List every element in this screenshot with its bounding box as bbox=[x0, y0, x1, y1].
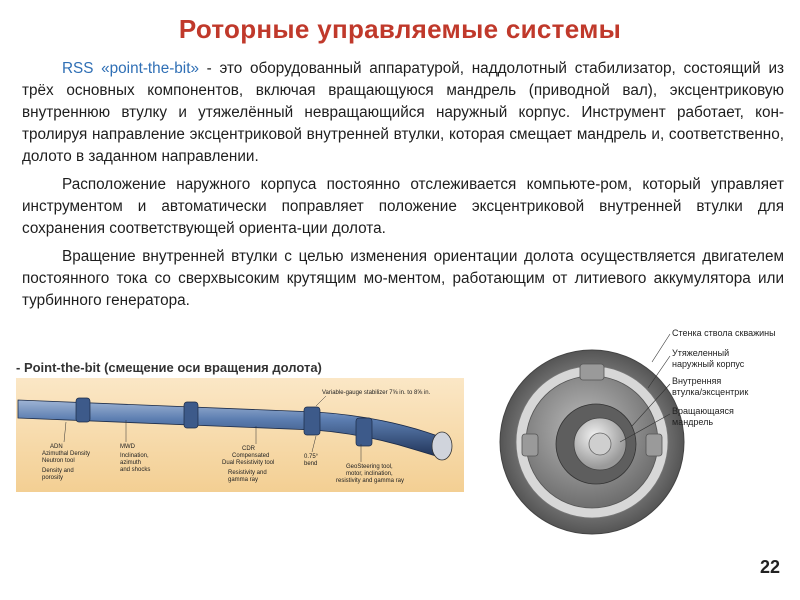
rss-term: RSS «point-the-bit» bbox=[62, 60, 199, 77]
label-cdr-2: Dual Resistivity tool bbox=[222, 460, 275, 466]
label-mwd-3: and shocks bbox=[120, 467, 151, 473]
label-sleeve-1: Внутренняя bbox=[672, 376, 722, 386]
label-mwd: MWD bbox=[120, 444, 135, 450]
label-wall: Стенка ствола скважины bbox=[672, 328, 776, 338]
label-bend: 0.75° bbox=[304, 454, 319, 460]
label-housing-1: Утяжеленный bbox=[672, 348, 730, 358]
drill-bit bbox=[432, 432, 452, 460]
label-cdr-4: gamma ray bbox=[228, 477, 259, 483]
label-mandrel-2: мандрель bbox=[672, 417, 714, 427]
label-cdr: CDR bbox=[242, 446, 255, 452]
label-bend-sub: bend bbox=[304, 461, 318, 467]
figure-left-title: - Point-the-bit (смещение оси вращения долота) bbox=[16, 360, 322, 375]
paragraph-2: Расположение наружного корпуса постоянно отслеживается компьюте-ром, который управляет инструментом и автоматически поправляет положение эксцентриковой внутренней втулки для сохранения соответствующей ориента-ции долота. bbox=[22, 176, 784, 237]
label-geo-2: resistivity and gamma ray bbox=[336, 478, 405, 484]
label-adn-3: Density and bbox=[42, 468, 74, 474]
label-adn-1: Azimuthal Density bbox=[42, 451, 91, 457]
point-the-bit-figure bbox=[16, 360, 464, 492]
paragraph-1 bbox=[22, 58, 784, 168]
cross-section-figure bbox=[492, 322, 792, 572]
label-mwd-1: Inclination, bbox=[120, 453, 149, 459]
stabilizer-blade bbox=[184, 402, 198, 428]
housing-pad bbox=[522, 434, 538, 456]
housing-pad bbox=[646, 434, 662, 456]
label-cdr-3: Resistivity and bbox=[228, 470, 267, 476]
mandrel-bore bbox=[589, 433, 611, 455]
label-mandrel-1: Вращающаяся bbox=[672, 406, 734, 416]
page-title: Роторные управляемые системы bbox=[178, 14, 622, 44]
stabilizer-blade bbox=[76, 398, 90, 422]
label-cdr-1: Compensated bbox=[232, 453, 270, 459]
label-housing-2: наружный корпус bbox=[672, 359, 745, 369]
body-text bbox=[22, 58, 784, 318]
paragraph-1-text: - это оборудованный аппаратурой, наддолотный стабилизатор, состоящий из трёх основных компонентов, включая вращающуюся мандрель (приводной вал), эксцентриковую внутреннюю втулку и утяжелённый невращающийся наружный корпус. Инструмент работает, кон-тролируя направление эксцентриковой внутренней втулки, которая смещает мандрель и, соответственно, долото в заданном направлении. bbox=[22, 60, 784, 165]
label-adn: ADN bbox=[50, 444, 63, 450]
label-adn-2: Neutron tool bbox=[42, 458, 75, 464]
label-adn-4: porosity bbox=[42, 475, 64, 481]
stabilizer-blade bbox=[356, 418, 372, 446]
label-geo-1: motor, inclination, bbox=[346, 471, 393, 477]
label-mwd-2: azimuth bbox=[120, 460, 142, 466]
paragraph-3: Вращение внутренней втулки с целью изменения ориентации долота осуществляется двигателем постоянного тока со сверхвысоким крутящим мо-ментом, работающим от литиевого аккумулятора или турбинного генератора. bbox=[22, 248, 784, 309]
page-number: 22 bbox=[759, 557, 780, 577]
label-geo: GeoSteering tool, bbox=[346, 464, 393, 470]
stabilizer-blade bbox=[304, 407, 320, 435]
label-stabilizer: Variable-gauge stabilizer 7⅝ in. to 8⅝ in. bbox=[322, 390, 431, 396]
housing-pad bbox=[580, 364, 604, 380]
label-sleeve-2: втулка/эксцентрик bbox=[672, 387, 749, 397]
